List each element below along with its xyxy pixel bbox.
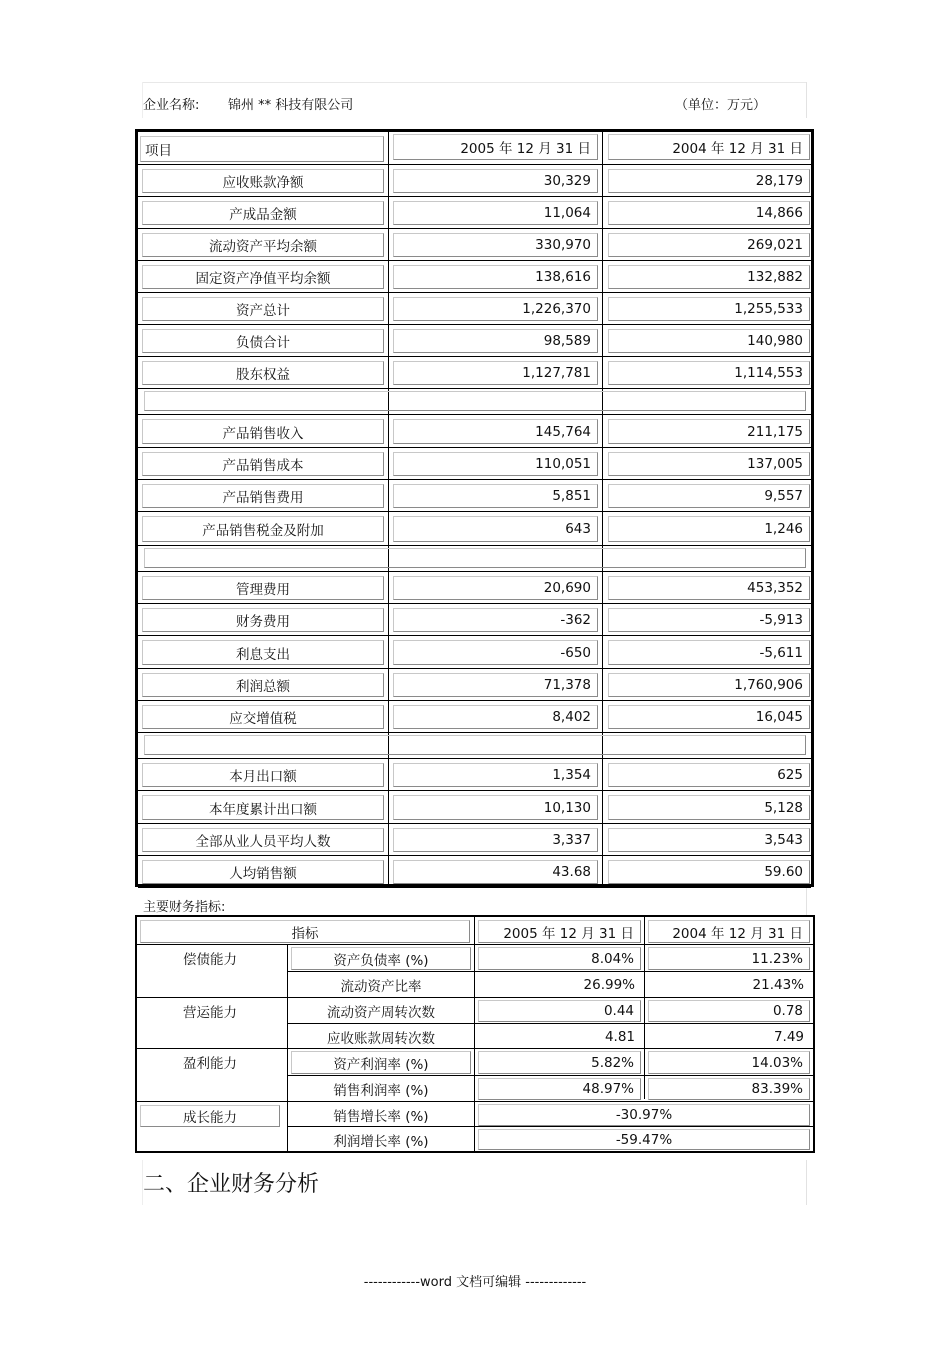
- value-2005: 43.68: [393, 860, 598, 884]
- table-row: [138, 228, 811, 261]
- indicator-value-2005: 0.44: [478, 1000, 641, 1022]
- row-label: 利息支出: [142, 640, 384, 665]
- spacer-cell: [144, 548, 806, 568]
- indicator-label: 销售增长率 (%): [333, 1109, 429, 1125]
- value-2004: 14,866: [608, 201, 810, 225]
- indicator-value-2004: 7.49: [773, 1029, 804, 1045]
- indicator-label: 销售利润率 (%): [333, 1083, 429, 1099]
- table-row: [138, 356, 811, 389]
- indicator-label: 流动资产周转次数: [327, 1005, 435, 1021]
- value-2005: 1,127,781: [393, 361, 598, 385]
- table-row: [138, 571, 811, 604]
- table-row: [138, 668, 811, 701]
- indicator-label: 资产负债率 (%): [291, 947, 471, 970]
- unit-label: （单位：万元）: [675, 98, 767, 113]
- indicator-value-2005: 8.04%: [478, 947, 641, 970]
- company-header: [143, 94, 783, 114]
- row-label: 管理费用: [142, 576, 384, 600]
- value-2005: 330,970: [393, 233, 598, 257]
- indicator-value-2004: 0.78: [648, 1000, 810, 1022]
- indicator-value-2004: 11.23%: [648, 947, 810, 970]
- indicators-title: 主要财务指标:: [143, 900, 226, 915]
- table-row: [138, 414, 811, 448]
- table-row: [138, 635, 811, 669]
- value-2004: 625: [608, 763, 810, 787]
- row-divider: [287, 1075, 813, 1076]
- value-2005: 145,764: [393, 419, 598, 444]
- row-label: 应交增值税: [142, 705, 384, 729]
- column-divider: [474, 917, 475, 1151]
- page-guide-right: [806, 887, 807, 915]
- value-2004: 137,005: [608, 452, 810, 476]
- value-2005: 71,378: [393, 673, 598, 697]
- value-2004: 9,557: [608, 484, 810, 508]
- value-2005: 1,354: [393, 763, 598, 787]
- financial-indicators-table: [135, 915, 815, 1153]
- indicator-value-2005: 26.99%: [583, 977, 635, 993]
- value-2005: 1,226,370: [393, 297, 598, 321]
- table-row: [138, 196, 811, 229]
- table-row: [138, 758, 811, 791]
- page-guide-right: [806, 1160, 807, 1205]
- page-guide-top: [142, 82, 807, 83]
- row-label: 负债合计: [142, 329, 384, 353]
- value-2005: 643: [393, 516, 598, 542]
- table-row: [138, 292, 811, 325]
- spacer-row: [138, 732, 811, 759]
- row-divider: [137, 1048, 813, 1049]
- row-label: 全部从业人员平均人数: [142, 828, 384, 852]
- row-label: 产品销售成本: [142, 452, 384, 476]
- indicator-header-2004: 2004 年 12 月 31 日: [648, 920, 810, 943]
- value-2004: 5,128: [608, 795, 810, 820]
- value-2004: 140,980: [608, 329, 810, 353]
- value-2004: 269,021: [608, 233, 810, 257]
- row-divider: [287, 1023, 813, 1024]
- table-row: [138, 479, 811, 512]
- row-label: 本年度累计出口额: [142, 795, 384, 820]
- value-2004: 1,114,553: [608, 361, 810, 385]
- spacer-cell: [144, 391, 806, 411]
- company-label: 企业名称:: [143, 98, 200, 113]
- value-2005: -650: [393, 640, 598, 665]
- row-label: 人均销售额: [142, 860, 384, 884]
- indicator-label: 资产利润率 (%): [291, 1051, 471, 1074]
- value-2005: 110,051: [393, 452, 598, 476]
- row-label: 本月出口额: [142, 763, 384, 787]
- indicator-label: 流动资产比率: [340, 979, 422, 995]
- indicator-value-2005: 5.82%: [478, 1051, 641, 1074]
- value-2004: -5,913: [608, 608, 810, 632]
- table-row: [138, 700, 811, 733]
- value-2005: 10,130: [393, 795, 598, 820]
- row-label: 应收账款净额: [142, 169, 384, 193]
- table-row: [138, 603, 811, 636]
- header-item: 项目: [140, 136, 384, 162]
- value-2004: 453,352: [608, 576, 810, 600]
- value-2004: -5,611: [608, 640, 810, 665]
- value-2005: 20,690: [393, 576, 598, 600]
- indicator-value-2004: 14.03%: [648, 1051, 810, 1074]
- row-divider: [137, 1101, 813, 1102]
- value-2004: 16,045: [608, 705, 810, 729]
- indicator-value-merged: -59.47%: [478, 1129, 810, 1150]
- row-label: 流动资产平均余额: [142, 233, 384, 257]
- spacer-row: [138, 388, 811, 415]
- indicator-value-2004: 83.39%: [648, 1078, 810, 1100]
- table-row: [138, 823, 811, 856]
- financial-data-table: [135, 129, 814, 887]
- section-title: 二、企业财务分析: [143, 1172, 320, 1197]
- group-solvency: 偿债能力: [183, 952, 237, 968]
- value-2005: 5,851: [393, 484, 598, 508]
- page-guide-right: [806, 82, 807, 118]
- value-2004: 1,255,533: [608, 297, 810, 321]
- indicator-label: 利润增长率 (%): [333, 1134, 429, 1150]
- row-label: 产品销售费用: [142, 484, 384, 508]
- value-2005: 8,402: [393, 705, 598, 729]
- group-growth: 成长能力: [140, 1105, 280, 1127]
- row-divider: [137, 997, 813, 998]
- table-row: [138, 260, 811, 293]
- value-2005: -362: [393, 608, 598, 632]
- company-name: 锦州 ** 科技有限公司: [228, 98, 354, 113]
- row-label: 产品销售收入: [142, 419, 384, 444]
- value-2004: 59.60: [608, 860, 810, 884]
- row-label: 利润总额: [142, 673, 384, 697]
- header-2005: 2005 年 12 月 31 日: [393, 134, 598, 160]
- indicator-value-2005: 4.81: [604, 1029, 635, 1045]
- value-2005: 3,337: [393, 828, 598, 852]
- spacer-cell: [144, 735, 806, 755]
- header-2004: 2004 年 12 月 31 日: [608, 134, 810, 160]
- value-2004: 211,175: [608, 419, 810, 444]
- row-divider: [287, 971, 813, 972]
- table-row: [138, 790, 811, 824]
- row-label: 资产总计: [142, 297, 384, 321]
- value-2004: 1,246: [608, 516, 810, 542]
- row-label: 固定资产净值平均余额: [142, 265, 384, 289]
- value-2005: 30,329: [393, 169, 598, 193]
- table-header-row: [138, 132, 811, 165]
- group-profitability: 盈利能力: [183, 1056, 237, 1072]
- group-operating: 营运能力: [183, 1005, 237, 1021]
- table-row: [138, 855, 811, 888]
- row-divider: [137, 944, 813, 945]
- table-row: [138, 511, 811, 546]
- row-label: 股东权益: [142, 361, 384, 385]
- indicator-value-merged: -30.97%: [478, 1104, 810, 1126]
- value-2004: 3,543: [608, 828, 810, 852]
- value-2004: 1,760,906: [608, 673, 810, 697]
- indicator-header-2005: 2005 年 12 月 31 日: [478, 920, 641, 943]
- indicator-header: 指标: [140, 920, 470, 943]
- page-footer: ------------word 文档可编辑 -------------: [363, 1275, 587, 1290]
- value-2004: 132,882: [608, 265, 810, 289]
- value-2005: 11,064: [393, 201, 598, 225]
- indicator-value-2005: 48.97%: [478, 1078, 641, 1100]
- table-row: [138, 447, 811, 480]
- row-divider: [287, 1126, 813, 1127]
- row-label: 产品销售税金及附加: [142, 516, 384, 542]
- spacer-row: [138, 545, 811, 572]
- value-2004: 28,179: [608, 169, 810, 193]
- table-row: [138, 164, 811, 197]
- row-label: 产成品金额: [142, 201, 384, 225]
- indicator-label: 应收账款周转次数: [327, 1031, 435, 1047]
- indicator-value-2004: 21.43%: [752, 977, 804, 993]
- value-2005: 138,616: [393, 265, 598, 289]
- table-row: [138, 324, 811, 357]
- value-2005: 98,589: [393, 329, 598, 353]
- row-label: 财务费用: [142, 608, 384, 632]
